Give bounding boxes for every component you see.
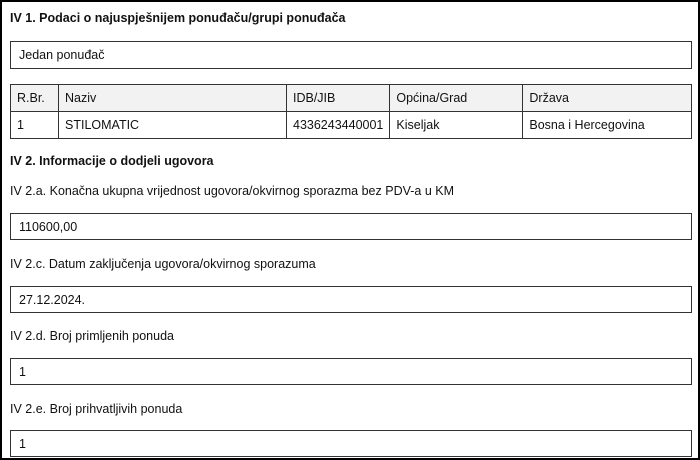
header-opcina-grad: Općina/Grad <box>390 85 523 112</box>
offer-type-value: Jedan ponuđač <box>19 48 105 62</box>
table-header-row <box>11 85 692 112</box>
table-row <box>11 112 692 139</box>
bidder-table <box>10 84 692 139</box>
header-drzava: Država <box>523 85 692 112</box>
cell-rbr: 1 <box>11 112 59 139</box>
contract-value: 110600,00 <box>19 219 78 234</box>
cell-drzava: Bosna i Hercegovina <box>523 112 692 139</box>
contract-value-label: IV 2.a. Konačna ukupna vrijednost ugovora/okvirnog sporazma bez PDV-a u KM <box>10 184 455 198</box>
offer-type-field <box>10 41 692 69</box>
contract-date-field <box>10 286 692 313</box>
cell-naziv: STILOMATIC <box>59 112 287 139</box>
acceptable-offers-count: 1 <box>19 436 26 451</box>
contract-value-field <box>10 213 692 240</box>
acceptable-offers-label: IV 2.e. Broj prihvatljivih ponuda <box>10 402 183 416</box>
contract-date: 27.12.2024. <box>19 292 86 307</box>
contract-date-label: IV 2.c. Datum zaključenja ugovora/okvirnog sporazuma <box>10 257 316 271</box>
cell-idb-jib: 4336243440001 <box>287 112 390 139</box>
section-iv2-title: IV 2. Informacije o dodjeli ugovora <box>10 154 214 168</box>
cell-opcina-grad: Kiseljak <box>390 112 523 139</box>
header-idb-jib: IDB/JIB <box>287 85 390 112</box>
received-offers-count: 1 <box>19 364 26 379</box>
header-rbr: R.Br. <box>11 85 59 112</box>
header-naziv: Naziv <box>59 85 287 112</box>
section-iv1-title: IV 1. Podaci o najuspješnijem ponuđaču/grupi ponuđača <box>10 11 346 25</box>
received-offers-label: IV 2.d. Broj primljenih ponuda <box>10 329 174 343</box>
acceptable-offers-field <box>10 430 692 457</box>
received-offers-field <box>10 358 692 385</box>
